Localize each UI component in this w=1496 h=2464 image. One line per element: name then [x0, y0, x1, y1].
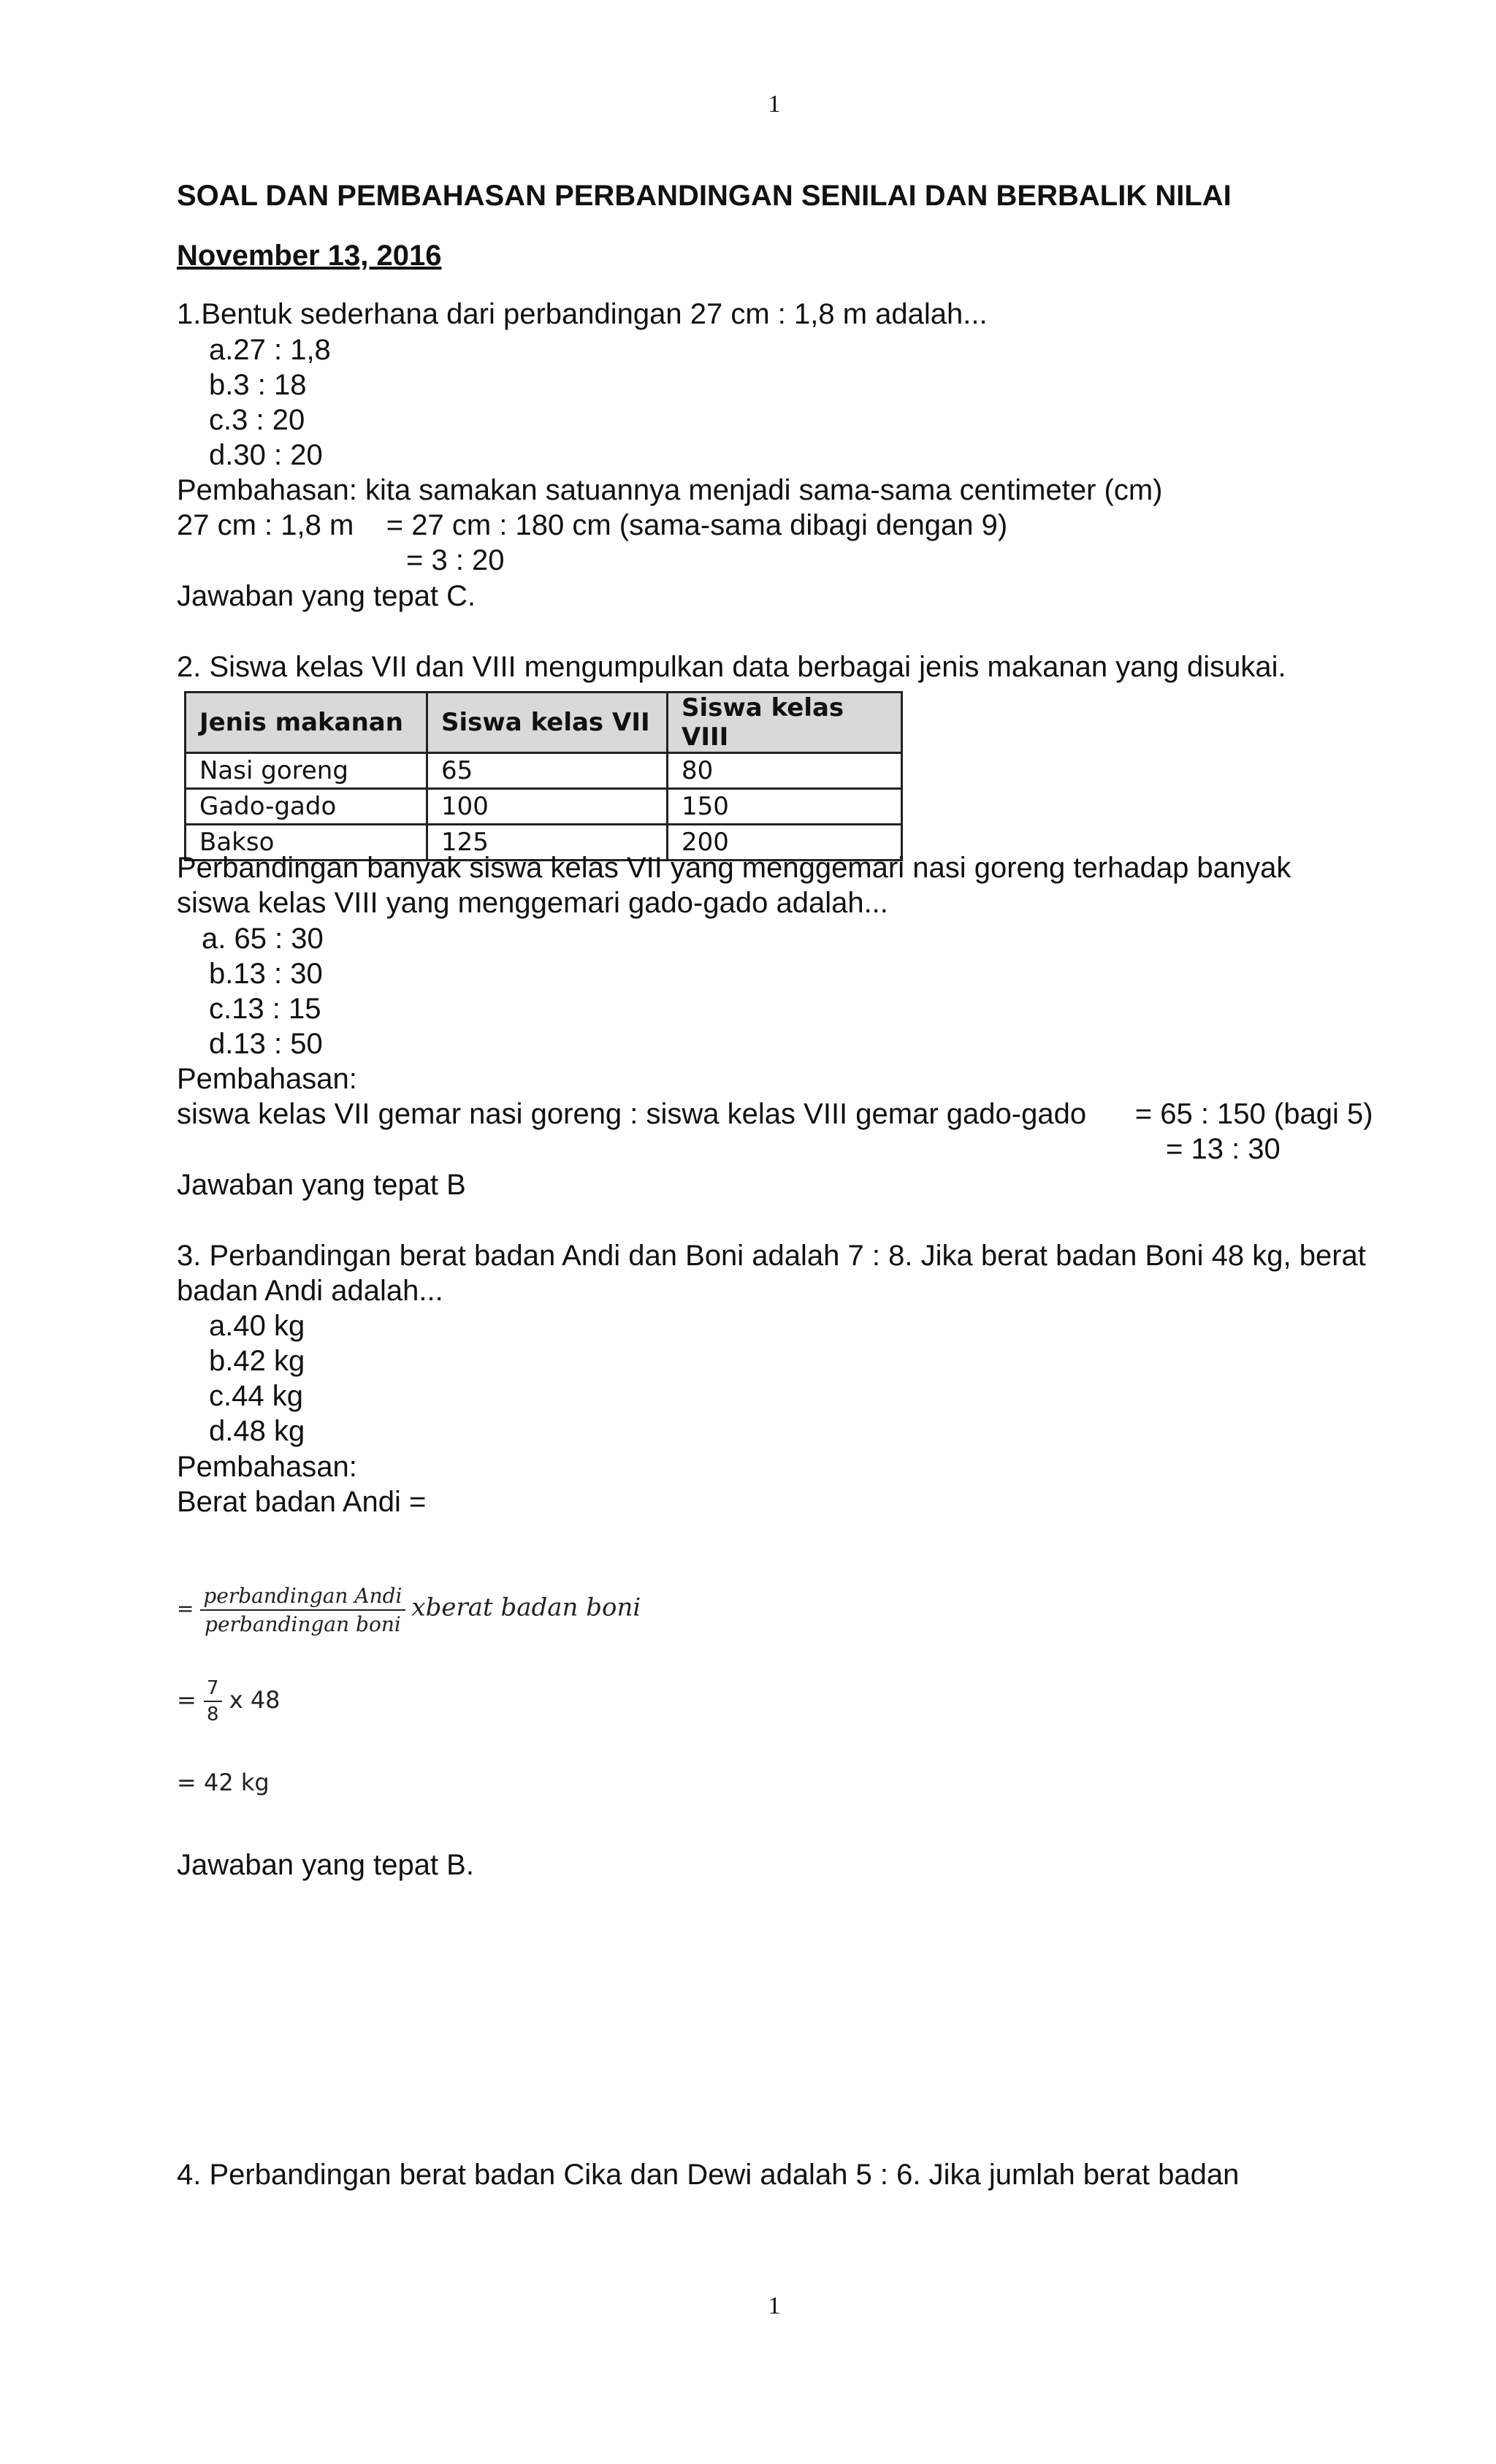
calc-tail: x 48 — [229, 1686, 280, 1714]
q2-text-2: siswa kelas VIII yang menggemari gado-gado adalah... — [177, 887, 888, 919]
q2-option-d: d.13 : 50 — [209, 1028, 323, 1060]
q1-pembahasan: Pembahasan: kita samakan satuannya menjadi sama-sama centimeter (cm) — [177, 474, 1163, 506]
table-row — [186, 753, 902, 789]
q1-step-1: 27 cm : 1,8 m = 27 cm : 180 cm (sama-sama dibagi dengan 9) — [177, 509, 1008, 541]
q1-option-d: d.30 : 20 — [209, 439, 323, 471]
calc-denominator: 8 — [206, 1704, 219, 1725]
calc-fraction — [204, 1677, 222, 1725]
page-number-top: 1 — [768, 91, 781, 118]
table-header-row — [186, 693, 902, 753]
q1-option-c: c.3 : 20 — [209, 404, 305, 436]
q2-question: 2. Siswa kelas VII dan VIII mengumpulkan data berbagai jenis makanan yang disukai. — [177, 651, 1286, 683]
q2-step-1: siswa kelas VII gemar nasi goreng : siswa kelas VIII gemar gado-gado = 65 : 150 (bagi 5) — [177, 1098, 1373, 1130]
q3-option-d: d.48 kg — [209, 1415, 305, 1447]
q2-option-a: a. 65 : 30 — [202, 923, 324, 955]
formula-denominator: perbandingan boni — [205, 1612, 401, 1636]
calc-equals: = — [177, 1686, 196, 1714]
q1-question: 1.Bentuk sederhana dari perbandingan 27 cm : 1,8 m adalah... — [177, 298, 988, 330]
q3-formula — [177, 1584, 641, 1636]
calc-numerator: 7 — [204, 1677, 222, 1702]
table-cell: Nasi goreng — [186, 753, 427, 789]
q3-question-2: badan Andi adalah... — [177, 1275, 443, 1307]
table-header-cell: Jenis makanan — [186, 693, 427, 753]
table-header-cell: Siswa kelas VII — [427, 693, 668, 753]
table-cell: 125 — [427, 825, 668, 861]
q3-answer: Jawaban yang tepat B. — [177, 1849, 474, 1881]
q3-option-b: b.42 kg — [209, 1345, 305, 1377]
formula-equals: = — [177, 1596, 194, 1621]
document-date: November 13, 2016 — [177, 240, 442, 272]
q1-step-2: = 3 : 20 — [406, 544, 505, 576]
q2-answer: Jawaban yang tepat B — [177, 1169, 466, 1201]
formula-tail: xberat badan boni — [411, 1593, 641, 1622]
table-header-cell: Siswa kelas VIII — [668, 693, 902, 753]
q2-option-b: b.13 : 30 — [209, 958, 323, 990]
table-row — [186, 789, 902, 825]
page-number-bottom: 1 — [768, 2292, 781, 2319]
table-cell: 150 — [668, 789, 902, 825]
q3-option-a: a.40 kg — [209, 1310, 305, 1342]
q3-option-c: c.44 kg — [209, 1380, 303, 1412]
q2-text-1: Perbandingan banyak siswa kelas VII yang menggemari nasi goreng terhadap banyak — [177, 852, 1291, 884]
table-cell: 65 — [427, 753, 668, 789]
q4-question: 4. Perbandingan berat badan Cika dan Dewi adalah 5 : 6. Jika jumlah berat badan — [177, 2159, 1240, 2191]
document-title: SOAL DAN PEMBAHASAN PERBANDINGAN SENILAI DAN BERBALIK NILAI — [177, 180, 1232, 212]
table-cell: 100 — [427, 789, 668, 825]
q2-option-c: c.13 : 15 — [209, 993, 321, 1025]
q2-pembahasan: Pembahasan: — [177, 1063, 357, 1095]
q1-answer: Jawaban yang tepat C. — [177, 580, 476, 612]
table-cell: 80 — [668, 753, 902, 789]
table-cell: 200 — [668, 825, 902, 861]
table-cell: Bakso — [186, 825, 427, 861]
q3-calculation — [177, 1677, 280, 1725]
formula-numerator: perbandingan Andi — [200, 1584, 405, 1611]
food-preference-table — [184, 691, 903, 861]
formula-fraction — [200, 1584, 405, 1636]
q1-option-a: a.27 : 1,8 — [209, 334, 331, 366]
q2-step-2: = 13 : 30 — [1166, 1133, 1281, 1165]
q3-berat-andi: Berat badan Andi = — [177, 1486, 427, 1518]
table-cell: Gado-gado — [186, 789, 427, 825]
q3-result: = 42 kg — [177, 1769, 270, 1796]
q3-pembahasan: Pembahasan: — [177, 1451, 357, 1483]
q1-option-b: b.3 : 18 — [209, 369, 307, 401]
q3-question-1: 3. Perbandingan berat badan Andi dan Boni adalah 7 : 8. Jika berat badan Boni 48 kg, berat — [177, 1240, 1366, 1272]
